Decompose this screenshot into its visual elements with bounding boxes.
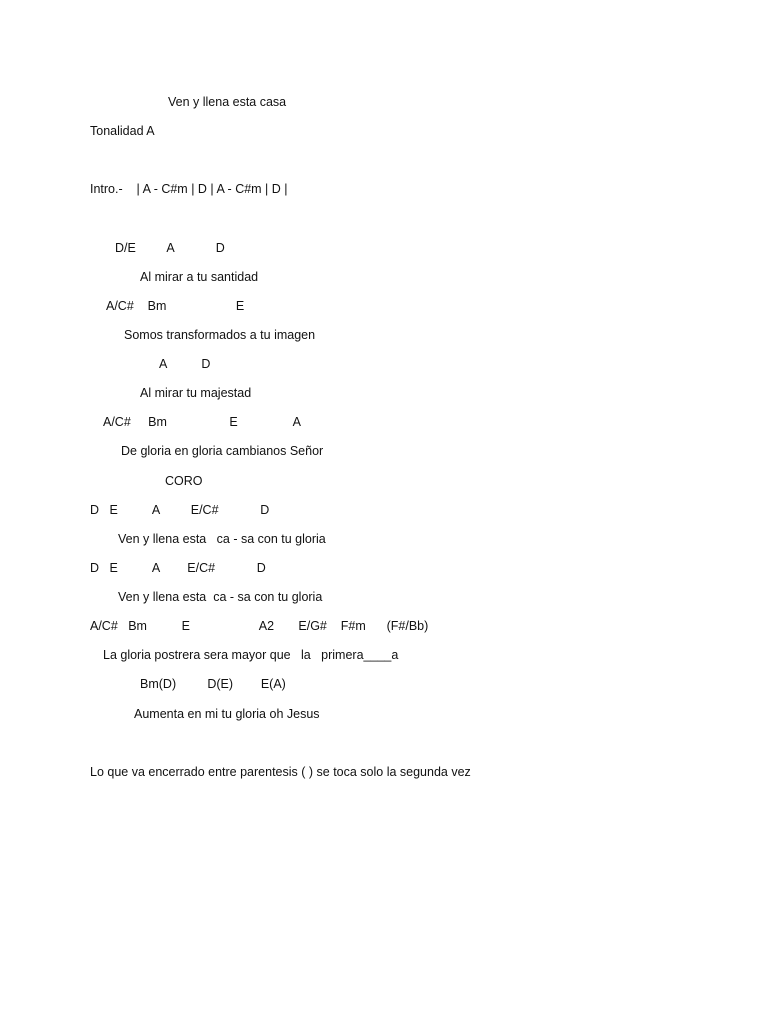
song-key: Tonalidad A — [90, 124, 155, 138]
lyric-line: Aumenta en mi tu gloria oh Jesus — [134, 707, 320, 721]
chorus-heading: CORO — [165, 474, 203, 488]
chord-line: A/C# Bm E — [106, 299, 245, 313]
lyric-line: Al mirar a tu santidad — [140, 270, 259, 284]
intro-line: Intro.- | A - C#m | D | A - C#m | D | — [90, 182, 288, 196]
chord-line: D E A E/C# D — [90, 503, 270, 517]
lyric-line: Al mirar tu majestad — [140, 386, 252, 400]
lyric-line: Ven y llena esta ca - sa con tu gloria — [118, 532, 326, 546]
chord-line: A/C# Bm E A — [103, 415, 301, 429]
lyric-line: De gloria en gloria cambianos Señor — [121, 444, 324, 458]
chord-line: D E A E/C# D — [90, 561, 266, 575]
chord-line: Bm(D) D(E) E(A) — [140, 677, 286, 691]
chord-line: D/E A D — [115, 241, 225, 255]
chord-line: A D — [159, 357, 211, 371]
lyric-line: Somos transformados a tu imagen — [124, 328, 316, 342]
performance-note: Lo que va encerrado entre parentesis ( ) se toca solo la segunda vez — [90, 765, 471, 779]
lyric-line: Ven y llena esta ca - sa con tu gloria — [118, 590, 323, 604]
chord-line: A/C# Bm E A2 E/G# F#m (F#/Bb) — [90, 619, 429, 633]
song-title: Ven y llena esta casa — [168, 95, 287, 109]
lyric-line: La gloria postrera sera mayor que la primera____a — [103, 648, 399, 662]
